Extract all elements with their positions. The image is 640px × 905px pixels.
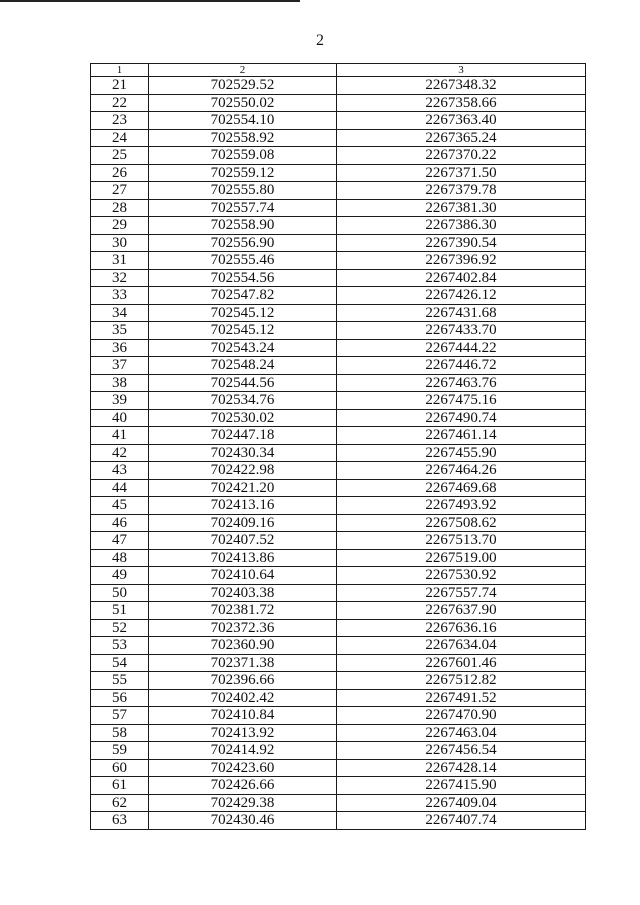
point-number-cell: 63 bbox=[91, 812, 149, 830]
y-coordinate-cell: 2267386.30 bbox=[337, 217, 586, 235]
y-coordinate-cell: 2267381.30 bbox=[337, 199, 586, 217]
top-rule bbox=[0, 0, 300, 2]
x-coordinate-cell: 702554.56 bbox=[149, 269, 337, 287]
x-coordinate-cell: 702559.08 bbox=[149, 147, 337, 165]
y-coordinate-cell: 2267455.90 bbox=[337, 444, 586, 462]
table-row bbox=[91, 94, 586, 112]
table-row bbox=[91, 619, 586, 637]
x-coordinate-cell: 702360.90 bbox=[149, 637, 337, 655]
y-coordinate-cell: 2267601.46 bbox=[337, 654, 586, 672]
point-number-cell: 52 bbox=[91, 619, 149, 637]
y-coordinate-cell: 2267519.00 bbox=[337, 549, 586, 567]
y-coordinate-cell: 2267446.72 bbox=[337, 357, 586, 375]
table-row bbox=[91, 812, 586, 830]
point-number-cell: 22 bbox=[91, 94, 149, 112]
x-coordinate-cell: 702558.90 bbox=[149, 217, 337, 235]
table-row bbox=[91, 637, 586, 655]
x-coordinate-cell: 702555.80 bbox=[149, 182, 337, 200]
table-row bbox=[91, 532, 586, 550]
x-coordinate-cell: 702429.38 bbox=[149, 794, 337, 812]
point-number-cell: 60 bbox=[91, 759, 149, 777]
point-number-cell: 35 bbox=[91, 322, 149, 340]
table-row bbox=[91, 129, 586, 147]
point-number-cell: 31 bbox=[91, 252, 149, 270]
table-row bbox=[91, 794, 586, 812]
table-row bbox=[91, 724, 586, 742]
point-number-cell: 50 bbox=[91, 584, 149, 602]
table-row bbox=[91, 164, 586, 182]
y-coordinate-cell: 2267508.62 bbox=[337, 514, 586, 532]
point-number-cell: 34 bbox=[91, 304, 149, 322]
table-row bbox=[91, 77, 586, 95]
table-row bbox=[91, 322, 586, 340]
point-number-cell: 40 bbox=[91, 409, 149, 427]
table-row bbox=[91, 654, 586, 672]
y-coordinate-cell: 2267444.22 bbox=[337, 339, 586, 357]
table-row bbox=[91, 497, 586, 515]
point-number-cell: 59 bbox=[91, 742, 149, 760]
x-coordinate-cell: 702547.82 bbox=[149, 287, 337, 305]
x-coordinate-cell: 702430.34 bbox=[149, 444, 337, 462]
point-number-cell: 57 bbox=[91, 707, 149, 725]
x-coordinate-cell: 702371.38 bbox=[149, 654, 337, 672]
table-row bbox=[91, 514, 586, 532]
point-number-cell: 23 bbox=[91, 112, 149, 130]
y-coordinate-cell: 2267456.54 bbox=[337, 742, 586, 760]
y-coordinate-cell: 2267469.68 bbox=[337, 479, 586, 497]
y-coordinate-cell: 2267637.90 bbox=[337, 602, 586, 620]
x-coordinate-cell: 702372.36 bbox=[149, 619, 337, 637]
x-coordinate-cell: 702413.86 bbox=[149, 549, 337, 567]
point-number-cell: 42 bbox=[91, 444, 149, 462]
x-coordinate-cell: 702543.24 bbox=[149, 339, 337, 357]
table-row bbox=[91, 409, 586, 427]
y-coordinate-cell: 2267512.82 bbox=[337, 672, 586, 690]
table-row bbox=[91, 584, 586, 602]
table-row bbox=[91, 234, 586, 252]
table-row bbox=[91, 427, 586, 445]
column-header-number: 1 bbox=[91, 64, 149, 77]
table-row bbox=[91, 217, 586, 235]
table-row bbox=[91, 287, 586, 305]
point-number-cell: 39 bbox=[91, 392, 149, 410]
table-row bbox=[91, 689, 586, 707]
x-coordinate-cell: 702545.12 bbox=[149, 322, 337, 340]
y-coordinate-cell: 2267634.04 bbox=[337, 637, 586, 655]
y-coordinate-cell: 2267530.92 bbox=[337, 567, 586, 585]
x-coordinate-cell: 702423.60 bbox=[149, 759, 337, 777]
x-coordinate-cell: 702557.74 bbox=[149, 199, 337, 217]
point-number-cell: 44 bbox=[91, 479, 149, 497]
point-number-cell: 29 bbox=[91, 217, 149, 235]
table-row bbox=[91, 777, 586, 795]
y-coordinate-cell: 2267407.74 bbox=[337, 812, 586, 830]
table-row bbox=[91, 759, 586, 777]
table-row bbox=[91, 252, 586, 270]
y-coordinate-cell: 2267461.14 bbox=[337, 427, 586, 445]
table-row bbox=[91, 357, 586, 375]
y-coordinate-cell: 2267491.52 bbox=[337, 689, 586, 707]
table-row bbox=[91, 304, 586, 322]
point-number-cell: 53 bbox=[91, 637, 149, 655]
table-row bbox=[91, 147, 586, 165]
y-coordinate-cell: 2267363.40 bbox=[337, 112, 586, 130]
table-row bbox=[91, 602, 586, 620]
x-coordinate-cell: 702413.92 bbox=[149, 724, 337, 742]
table-row bbox=[91, 672, 586, 690]
y-coordinate-cell: 2267557.74 bbox=[337, 584, 586, 602]
y-coordinate-cell: 2267390.54 bbox=[337, 234, 586, 252]
x-coordinate-cell: 702381.72 bbox=[149, 602, 337, 620]
y-coordinate-cell: 2267636.16 bbox=[337, 619, 586, 637]
point-number-cell: 21 bbox=[91, 77, 149, 95]
table-header-row bbox=[91, 64, 586, 77]
x-coordinate-cell: 702558.92 bbox=[149, 129, 337, 147]
y-coordinate-cell: 2267371.50 bbox=[337, 164, 586, 182]
point-number-cell: 51 bbox=[91, 602, 149, 620]
x-coordinate-cell: 702396.66 bbox=[149, 672, 337, 690]
x-coordinate-cell: 702410.64 bbox=[149, 567, 337, 585]
point-number-cell: 41 bbox=[91, 427, 149, 445]
point-number-cell: 56 bbox=[91, 689, 149, 707]
point-number-cell: 27 bbox=[91, 182, 149, 200]
table-row bbox=[91, 182, 586, 200]
x-coordinate-cell: 702548.24 bbox=[149, 357, 337, 375]
x-coordinate-cell: 702529.52 bbox=[149, 77, 337, 95]
y-coordinate-cell: 2267396.92 bbox=[337, 252, 586, 270]
y-coordinate-cell: 2267402.84 bbox=[337, 269, 586, 287]
x-coordinate-cell: 702422.98 bbox=[149, 462, 337, 480]
y-coordinate-cell: 2267365.24 bbox=[337, 129, 586, 147]
point-number-cell: 62 bbox=[91, 794, 149, 812]
y-coordinate-cell: 2267431.68 bbox=[337, 304, 586, 322]
table-row bbox=[91, 479, 586, 497]
y-coordinate-cell: 2267348.32 bbox=[337, 77, 586, 95]
table-row bbox=[91, 549, 586, 567]
table-row bbox=[91, 374, 586, 392]
x-coordinate-cell: 702407.52 bbox=[149, 532, 337, 550]
table-body bbox=[91, 77, 586, 830]
table-row bbox=[91, 462, 586, 480]
point-number-cell: 24 bbox=[91, 129, 149, 147]
x-coordinate-cell: 702402.42 bbox=[149, 689, 337, 707]
y-coordinate-cell: 2267415.90 bbox=[337, 777, 586, 795]
y-coordinate-cell: 2267379.78 bbox=[337, 182, 586, 200]
y-coordinate-cell: 2267463.04 bbox=[337, 724, 586, 742]
point-number-cell: 32 bbox=[91, 269, 149, 287]
point-number-cell: 54 bbox=[91, 654, 149, 672]
x-coordinate-cell: 702554.10 bbox=[149, 112, 337, 130]
y-coordinate-cell: 2267370.22 bbox=[337, 147, 586, 165]
point-number-cell: 26 bbox=[91, 164, 149, 182]
point-number-cell: 38 bbox=[91, 374, 149, 392]
y-coordinate-cell: 2267475.16 bbox=[337, 392, 586, 410]
x-coordinate-cell: 702403.38 bbox=[149, 584, 337, 602]
y-coordinate-cell: 2267490.74 bbox=[337, 409, 586, 427]
column-header-x: 2 bbox=[149, 64, 337, 77]
point-number-cell: 61 bbox=[91, 777, 149, 795]
x-coordinate-cell: 702414.92 bbox=[149, 742, 337, 760]
table-row bbox=[91, 199, 586, 217]
x-coordinate-cell: 702421.20 bbox=[149, 479, 337, 497]
point-number-cell: 37 bbox=[91, 357, 149, 375]
table-row bbox=[91, 392, 586, 410]
point-number-cell: 45 bbox=[91, 497, 149, 515]
point-number-cell: 49 bbox=[91, 567, 149, 585]
table-row bbox=[91, 567, 586, 585]
table-row bbox=[91, 112, 586, 130]
table-row bbox=[91, 707, 586, 725]
y-coordinate-cell: 2267464.26 bbox=[337, 462, 586, 480]
x-coordinate-cell: 702555.46 bbox=[149, 252, 337, 270]
coordinates-table bbox=[90, 63, 586, 830]
point-number-cell: 55 bbox=[91, 672, 149, 690]
point-number-cell: 48 bbox=[91, 549, 149, 567]
x-coordinate-cell: 702544.56 bbox=[149, 374, 337, 392]
x-coordinate-cell: 702413.16 bbox=[149, 497, 337, 515]
table-row bbox=[91, 269, 586, 287]
y-coordinate-cell: 2267409.04 bbox=[337, 794, 586, 812]
y-coordinate-cell: 2267463.76 bbox=[337, 374, 586, 392]
y-coordinate-cell: 2267513.70 bbox=[337, 532, 586, 550]
y-coordinate-cell: 2267493.92 bbox=[337, 497, 586, 515]
table-row bbox=[91, 742, 586, 760]
point-number-cell: 46 bbox=[91, 514, 149, 532]
point-number-cell: 36 bbox=[91, 339, 149, 357]
point-number-cell: 47 bbox=[91, 532, 149, 550]
y-coordinate-cell: 2267433.70 bbox=[337, 322, 586, 340]
table-row bbox=[91, 444, 586, 462]
x-coordinate-cell: 702556.90 bbox=[149, 234, 337, 252]
table-row bbox=[91, 339, 586, 357]
y-coordinate-cell: 2267428.14 bbox=[337, 759, 586, 777]
point-number-cell: 28 bbox=[91, 199, 149, 217]
x-coordinate-cell: 702545.12 bbox=[149, 304, 337, 322]
point-number-cell: 58 bbox=[91, 724, 149, 742]
x-coordinate-cell: 702426.66 bbox=[149, 777, 337, 795]
y-coordinate-cell: 2267426.12 bbox=[337, 287, 586, 305]
x-coordinate-cell: 702559.12 bbox=[149, 164, 337, 182]
point-number-cell: 25 bbox=[91, 147, 149, 165]
point-number-cell: 33 bbox=[91, 287, 149, 305]
y-coordinate-cell: 2267470.90 bbox=[337, 707, 586, 725]
x-coordinate-cell: 702430.46 bbox=[149, 812, 337, 830]
point-number-cell: 43 bbox=[91, 462, 149, 480]
x-coordinate-cell: 702550.02 bbox=[149, 94, 337, 112]
column-header-y: 3 bbox=[337, 64, 586, 77]
x-coordinate-cell: 702530.02 bbox=[149, 409, 337, 427]
x-coordinate-cell: 702409.16 bbox=[149, 514, 337, 532]
point-number-cell: 30 bbox=[91, 234, 149, 252]
y-coordinate-cell: 2267358.66 bbox=[337, 94, 586, 112]
x-coordinate-cell: 702534.76 bbox=[149, 392, 337, 410]
page-number: 2 bbox=[316, 32, 324, 49]
x-coordinate-cell: 702410.84 bbox=[149, 707, 337, 725]
x-coordinate-cell: 702447.18 bbox=[149, 427, 337, 445]
